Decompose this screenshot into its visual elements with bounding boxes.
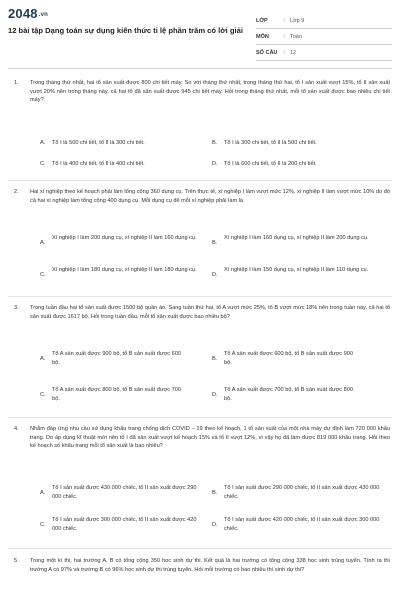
option-text: Tổ A sản xuất được 600 bộ, tổ B sản xuất được 900 bộ.: [224, 351, 353, 366]
question-number: 3.: [14, 305, 19, 311]
option-letter: D.: [212, 272, 218, 278]
option-letter: C.: [40, 161, 46, 167]
option-text: Tổ I là 600 chi tiết, tổ II là 200 chi tiết.: [224, 161, 317, 167]
option-letter: B.: [212, 356, 218, 362]
meta-key: MÔN: [256, 33, 269, 40]
option-a[interactable]: [40, 350, 190, 367]
option-d[interactable]: [212, 516, 390, 533]
option-text: Xí nghiệp I làm 200 dụng cụ, xí nghiệp II làm 160 dụng cụ.: [52, 235, 197, 241]
option-letter: D.: [212, 161, 218, 167]
option-letter: C.: [40, 392, 46, 398]
logo-suffix: .vn: [38, 11, 49, 18]
option-text: Xí nghiệp I làm 180 dụng cụ, xí nghiệp II làm 180 dụng cụ.: [52, 267, 197, 273]
question-text: Hai xí nghiệp theo kế hoạch phải làm tổng cộng 360 dụng cụ. Trên thực tế, xí nghiệp I làm vượt mức 12%, xí nghiệp II làm vượt mức 10% do đó cả hai xí nghiệp làm tổng cộng 400 dụng cụ. Mỗi dụng cụ để mỗi xí nghiệp phải làm là: [30, 189, 390, 204]
option-letter: B.: [212, 240, 218, 246]
meta-colon: :: [284, 17, 286, 24]
option-a[interactable]: [40, 484, 200, 501]
option-c[interactable]: [40, 386, 190, 403]
option-letter: B.: [212, 140, 218, 146]
meta-row-count: [256, 45, 392, 61]
meta-value: Lớp 9: [290, 17, 305, 24]
question-4: [14, 425, 390, 451]
option-letter: C.: [40, 272, 46, 278]
option-text: Tổ A sản xuất được 700 bộ, tổ B sản xuất được 800 bộ.: [224, 387, 353, 402]
option-text: Tổ I sản xuất được 430 000 chiếc, tổ II sản xuất được 290 000 chiếc.: [52, 485, 197, 500]
option-b[interactable]: [212, 139, 390, 148]
header-divider: [8, 68, 392, 69]
question-text: Trong một kì thi, hai trường A, B có tổng cộng 350 học sinh dự thi. Kết quả là hai trường có tổng cộng 338 học sinh trúng tuyển. Tính ra thì trường A có 97% và trường B có 96% học sinh dự thi trúng tuyển. Hỏi mỗi trường có bao nhiêu thí sinh dự thi?: [30, 558, 390, 573]
option-d[interactable]: [212, 266, 390, 278]
question-3: [14, 304, 390, 321]
question-number: 4.: [14, 426, 19, 432]
question-number: 2.: [14, 189, 19, 195]
option-letter: A.: [40, 490, 46, 496]
question-divider: [8, 548, 392, 549]
question-divider: [8, 296, 392, 297]
option-text: Tổ I là 500 chi tiết, tổ II là 300 chi tiết.: [52, 140, 145, 146]
meta-key: SỐ CÂU: [256, 49, 278, 56]
option-text: Tổ I sản xuất được 300 000 chiếc, tổ II sản xuất được 420 000 chiếc.: [52, 517, 197, 532]
option-d[interactable]: [212, 386, 362, 403]
option-c[interactable]: [40, 266, 200, 278]
meta-table: [256, 13, 392, 61]
option-letter: C.: [40, 522, 46, 528]
question-5: [14, 557, 390, 574]
option-text: Tổ A sản xuất được 800 bộ, tổ B sản xuất được 700 bộ.: [52, 387, 181, 402]
question-text: Nhằm đáp ứng nhu cầu sử dụng khẩu trang chống dịch COVID – 19 theo kế hoạch, 1 tổ sản xuất của một nhà máy dự định làm 720 000 khẩu trang. Do áp dụng kĩ thuật mới nên tổ I đã sản xuất vượt kế hoạch 15% và tổ II vượt 12%, vì vậy họ đã làm được 819 000 khẩu trang. Hỏi theo kế hoạch số khẩu trang mỗi tổ sản xuất là bao nhiêu?: [30, 426, 390, 450]
question-divider: [8, 417, 392, 418]
option-b[interactable]: [212, 350, 362, 367]
option-letter: B.: [212, 490, 218, 496]
question-number: 5.: [14, 558, 19, 564]
option-c[interactable]: [40, 516, 200, 533]
meta-colon: :: [284, 33, 286, 40]
meta-colon: :: [284, 49, 286, 56]
question-1: [14, 79, 390, 105]
option-letter: D.: [212, 392, 218, 398]
option-letter: A.: [40, 140, 46, 146]
meta-value: 12: [290, 49, 297, 56]
option-d[interactable]: [212, 160, 390, 169]
option-text: Xí nghiệp I làm 150 dụng cụ, xí nghiệp II làm 110 dụng cụ.: [224, 267, 369, 273]
meta-value: Toán: [290, 33, 302, 40]
option-a[interactable]: [40, 234, 200, 246]
meta-key: LỚP: [256, 17, 268, 24]
option-text: Tổ I là 300 chi tiết, tổ II là 500 chi tiết.: [224, 140, 317, 146]
question-divider: [8, 180, 392, 181]
question-text: Trong tuần đầu hai tổ sản xuất được 1500 bộ quần áo. Sang tuần thứ hai, tổ A vượt mức 25%, tổ B vượt mức 18% nên trong tuần này, cả hai tổ sản xuất được 1617 bộ. Hỏi trong tuần đầu, mỗi tổ sản xuất được bao nhiêu bộ?: [30, 305, 390, 320]
document-title: 12 bài tập Dạng toán sự dụng kiến thức tỉ lệ phần trăm có lời giải: [8, 26, 243, 35]
option-b[interactable]: [212, 234, 390, 246]
site-logo[interactable]: [8, 6, 48, 21]
option-text: Xí nghiệp I làm 160 dụng cụ, xí nghiệp II làm 200 dụng cụ.: [224, 235, 369, 241]
question-number: 1.: [14, 80, 19, 86]
option-letter: D.: [212, 522, 218, 528]
option-b[interactable]: [212, 484, 390, 501]
option-a[interactable]: [40, 139, 190, 148]
question-2: [14, 188, 390, 205]
option-letter: A.: [40, 240, 46, 246]
option-letter: A.: [40, 356, 46, 362]
option-text: Tổ A sản xuất được 900 bộ, tổ B sản xuất được 600 bộ.: [52, 351, 181, 366]
logo-text: 2048: [8, 6, 38, 21]
meta-row-class: [256, 13, 392, 29]
option-text: Tổ I là 400 chi tiết, tổ II là 400 chi tiết.: [52, 161, 145, 167]
option-text: Tổ I sản xuất được 420 000 chiếc, tổ II sản xuất được 300 000 chiếc.: [224, 517, 380, 532]
option-c[interactable]: [40, 160, 190, 169]
question-text: Trong tháng thứ nhất, hai tổ sản xuất được 800 chi tiết máy. So với tháng thứ nhất, trong tháng thứ hai, tổ I sản xuất vượt 15%, tổ II sản xuất vượt 20% nên trong tháng này, cả hai tổ đã sản xuất được 945 chi tiết máy. Hỏi trong tháng thứ nhất, mỗi tổ sản xuất được bao nhiêu chi tiết máy?: [30, 80, 390, 104]
meta-row-subject: [256, 29, 392, 45]
option-text: Tổ I sản xuất được 290 000 chiếc, tổ II sản xuất được 430 000 chiếc.: [224, 485, 380, 500]
